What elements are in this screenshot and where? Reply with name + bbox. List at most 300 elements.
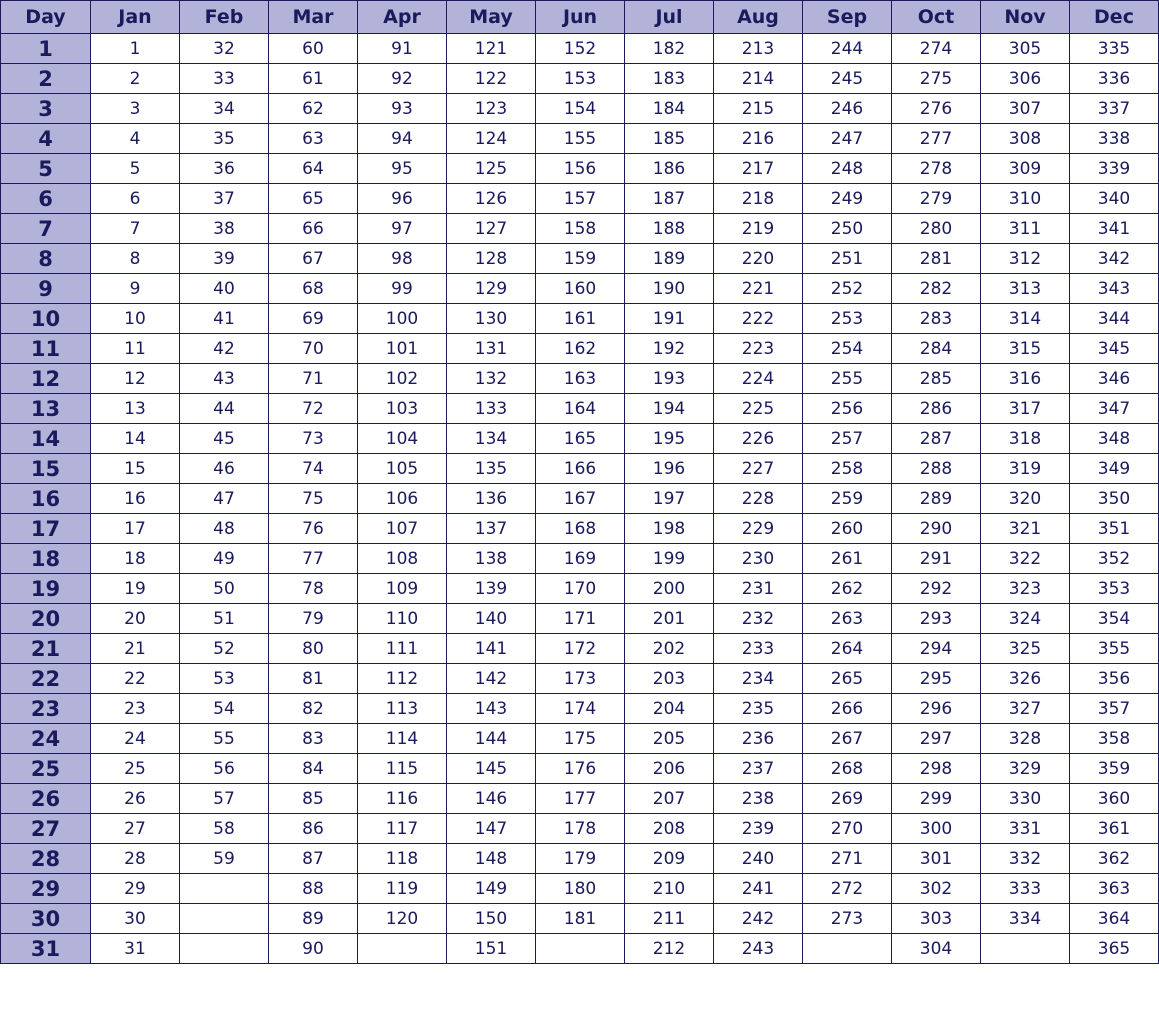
day-of-year-cell: 262 — [803, 574, 892, 604]
day-number-cell: 11 — [1, 334, 91, 364]
day-of-year-cell: 74 — [269, 454, 358, 484]
day-of-year-cell: 243 — [714, 934, 803, 964]
table-row — [1, 604, 1159, 634]
day-of-year-cell: 206 — [625, 754, 714, 784]
day-of-year-cell — [981, 934, 1070, 964]
day-of-year-cell: 201 — [625, 604, 714, 634]
day-of-year-cell: 166 — [536, 454, 625, 484]
day-of-year-cell: 248 — [803, 154, 892, 184]
day-of-year-cell: 335 — [1070, 34, 1159, 64]
day-of-year-cell: 199 — [625, 544, 714, 574]
header-month: Sep — [803, 1, 892, 34]
table-row — [1, 544, 1159, 574]
day-of-year-cell: 346 — [1070, 364, 1159, 394]
day-of-year-cell: 209 — [625, 844, 714, 874]
table-row — [1, 784, 1159, 814]
day-of-year-cell: 117 — [358, 814, 447, 844]
day-of-year-cell: 177 — [536, 784, 625, 814]
day-of-year-cell: 29 — [91, 874, 180, 904]
day-of-year-cell: 272 — [803, 874, 892, 904]
day-of-year-cell: 322 — [981, 544, 1070, 574]
day-of-year-cell: 1 — [91, 34, 180, 64]
day-of-year-cell: 150 — [447, 904, 536, 934]
day-number-cell: 18 — [1, 544, 91, 574]
day-of-year-cell: 316 — [981, 364, 1070, 394]
header-month: Oct — [892, 1, 981, 34]
day-of-year-cell: 234 — [714, 664, 803, 694]
day-of-year-cell: 169 — [536, 544, 625, 574]
day-of-year-cell: 113 — [358, 694, 447, 724]
day-number-cell: 19 — [1, 574, 91, 604]
day-of-year-cell: 211 — [625, 904, 714, 934]
day-of-year-cell: 208 — [625, 814, 714, 844]
day-of-year-cell: 148 — [447, 844, 536, 874]
day-of-year-cell: 71 — [269, 364, 358, 394]
day-of-year-cell: 281 — [892, 244, 981, 274]
day-of-year-cell: 44 — [180, 394, 269, 424]
day-of-year-cell: 97 — [358, 214, 447, 244]
day-of-year-cell: 283 — [892, 304, 981, 334]
header-month: Nov — [981, 1, 1070, 34]
table-row — [1, 154, 1159, 184]
day-of-year-cell: 233 — [714, 634, 803, 664]
day-of-year-cell: 54 — [180, 694, 269, 724]
day-of-year-cell: 178 — [536, 814, 625, 844]
day-of-year-cell: 285 — [892, 364, 981, 394]
day-number-cell: 5 — [1, 154, 91, 184]
day-of-year-cell: 41 — [180, 304, 269, 334]
day-number-cell: 14 — [1, 424, 91, 454]
day-of-year-cell: 20 — [91, 604, 180, 634]
day-number-cell: 24 — [1, 724, 91, 754]
day-of-year-cell: 355 — [1070, 634, 1159, 664]
day-of-year-cell: 115 — [358, 754, 447, 784]
day-of-year-cell: 55 — [180, 724, 269, 754]
day-of-year-cell: 143 — [447, 694, 536, 724]
day-number-cell: 31 — [1, 934, 91, 964]
day-of-year-cell: 31 — [91, 934, 180, 964]
day-number-cell: 28 — [1, 844, 91, 874]
day-of-year-cell: 334 — [981, 904, 1070, 934]
day-of-year-cell: 195 — [625, 424, 714, 454]
day-of-year-cell: 132 — [447, 364, 536, 394]
day-of-year-cell: 183 — [625, 64, 714, 94]
day-of-year-cell: 144 — [447, 724, 536, 754]
day-of-year-cell: 353 — [1070, 574, 1159, 604]
day-number-cell: 17 — [1, 514, 91, 544]
day-of-year-cell: 354 — [1070, 604, 1159, 634]
day-of-year-cell: 173 — [536, 664, 625, 694]
day-of-year-cell: 147 — [447, 814, 536, 844]
day-of-year-cell: 315 — [981, 334, 1070, 364]
day-of-year-cell: 131 — [447, 334, 536, 364]
day-of-year-cell: 111 — [358, 634, 447, 664]
day-number-cell: 8 — [1, 244, 91, 274]
day-of-year-cell: 259 — [803, 484, 892, 514]
day-of-year-cell: 189 — [625, 244, 714, 274]
day-of-year-cell: 347 — [1070, 394, 1159, 424]
header-month: Jun — [536, 1, 625, 34]
day-number-cell: 26 — [1, 784, 91, 814]
day-of-year-cell: 51 — [180, 604, 269, 634]
day-of-year-cell: 108 — [358, 544, 447, 574]
day-of-year-cell: 72 — [269, 394, 358, 424]
day-of-year-cell: 241 — [714, 874, 803, 904]
day-of-year-cell: 89 — [269, 904, 358, 934]
day-of-year-cell: 216 — [714, 124, 803, 154]
day-of-year-cell: 91 — [358, 34, 447, 64]
day-of-year-cell: 93 — [358, 94, 447, 124]
day-of-year-cell: 59 — [180, 844, 269, 874]
day-of-year-cell: 49 — [180, 544, 269, 574]
day-of-year-cell: 112 — [358, 664, 447, 694]
day-of-year-cell: 61 — [269, 64, 358, 94]
day-of-year-cell: 308 — [981, 124, 1070, 154]
day-of-year-cell: 43 — [180, 364, 269, 394]
day-of-year-cell — [180, 874, 269, 904]
header-month: Feb — [180, 1, 269, 34]
day-of-year-cell: 90 — [269, 934, 358, 964]
day-number-cell: 3 — [1, 94, 91, 124]
day-of-year-cell: 84 — [269, 754, 358, 784]
day-number-cell: 9 — [1, 274, 91, 304]
day-of-year-cell: 70 — [269, 334, 358, 364]
day-of-year-cell: 310 — [981, 184, 1070, 214]
day-of-year-cell: 324 — [981, 604, 1070, 634]
day-of-year-cell: 280 — [892, 214, 981, 244]
day-of-year-cell: 69 — [269, 304, 358, 334]
table-row — [1, 334, 1159, 364]
day-of-year-cell: 350 — [1070, 484, 1159, 514]
day-of-year-cell: 275 — [892, 64, 981, 94]
day-number-cell: 4 — [1, 124, 91, 154]
day-of-year-cell: 337 — [1070, 94, 1159, 124]
day-of-year-cell: 287 — [892, 424, 981, 454]
day-of-year-cell — [180, 904, 269, 934]
day-of-year-cell: 220 — [714, 244, 803, 274]
day-of-year-cell: 188 — [625, 214, 714, 244]
day-of-year-cell: 260 — [803, 514, 892, 544]
day-of-year-cell: 319 — [981, 454, 1070, 484]
day-of-year-cell: 276 — [892, 94, 981, 124]
day-of-year-cell: 217 — [714, 154, 803, 184]
day-of-year-cell: 242 — [714, 904, 803, 934]
day-of-year-cell: 53 — [180, 664, 269, 694]
day-of-year-cell: 278 — [892, 154, 981, 184]
day-of-year-cell: 161 — [536, 304, 625, 334]
day-of-year-cell: 277 — [892, 124, 981, 154]
day-of-year-cell: 100 — [358, 304, 447, 334]
day-of-year-cell: 207 — [625, 784, 714, 814]
day-of-year-cell: 151 — [447, 934, 536, 964]
day-of-year-cell: 154 — [536, 94, 625, 124]
day-of-year-cell: 63 — [269, 124, 358, 154]
day-of-year-cell: 146 — [447, 784, 536, 814]
day-of-year-cell: 16 — [91, 484, 180, 514]
day-of-year-cell: 219 — [714, 214, 803, 244]
day-of-year-cell: 52 — [180, 634, 269, 664]
day-of-year-cell: 227 — [714, 454, 803, 484]
day-of-year-cell: 26 — [91, 784, 180, 814]
day-of-year-cell: 237 — [714, 754, 803, 784]
day-of-year-cell: 203 — [625, 664, 714, 694]
day-of-year-cell: 45 — [180, 424, 269, 454]
day-of-year-cell: 17 — [91, 514, 180, 544]
day-of-year-cell: 348 — [1070, 424, 1159, 454]
day-of-year-cell: 230 — [714, 544, 803, 574]
day-of-year-cell: 23 — [91, 694, 180, 724]
day-number-cell: 21 — [1, 634, 91, 664]
day-of-year-cell: 66 — [269, 214, 358, 244]
day-of-year-cell: 225 — [714, 394, 803, 424]
day-of-year-cell: 156 — [536, 154, 625, 184]
day-of-year-cell: 56 — [180, 754, 269, 784]
day-of-year-cell: 325 — [981, 634, 1070, 664]
day-of-year-cell: 246 — [803, 94, 892, 124]
day-of-year-cell: 286 — [892, 394, 981, 424]
day-of-year-cell — [536, 934, 625, 964]
day-of-year-cell: 313 — [981, 274, 1070, 304]
day-of-year-cell: 291 — [892, 544, 981, 574]
day-of-year-cell: 311 — [981, 214, 1070, 244]
day-of-year-cell: 301 — [892, 844, 981, 874]
day-of-year-cell: 2 — [91, 64, 180, 94]
day-of-year-cell: 363 — [1070, 874, 1159, 904]
table-row — [1, 124, 1159, 154]
day-of-year-cell: 228 — [714, 484, 803, 514]
day-of-year-cell: 85 — [269, 784, 358, 814]
day-of-year-cell: 80 — [269, 634, 358, 664]
day-of-year-cell: 304 — [892, 934, 981, 964]
day-of-year-cell: 192 — [625, 334, 714, 364]
day-of-year-cell: 57 — [180, 784, 269, 814]
day-of-year-cell: 298 — [892, 754, 981, 784]
table-row — [1, 244, 1159, 274]
day-of-year-cell: 39 — [180, 244, 269, 274]
day-of-year-cell: 218 — [714, 184, 803, 214]
day-of-year-cell: 210 — [625, 874, 714, 904]
day-of-year-cell: 292 — [892, 574, 981, 604]
day-of-year-cell: 289 — [892, 484, 981, 514]
day-of-year-cell: 300 — [892, 814, 981, 844]
table-row — [1, 214, 1159, 244]
header-month: Jul — [625, 1, 714, 34]
day-of-year-cell: 77 — [269, 544, 358, 574]
day-of-year-cell: 15 — [91, 454, 180, 484]
day-of-year-cell: 221 — [714, 274, 803, 304]
day-of-year-cell: 196 — [625, 454, 714, 484]
day-of-year-cell: 164 — [536, 394, 625, 424]
day-of-year-cell: 205 — [625, 724, 714, 754]
day-of-year-cell: 65 — [269, 184, 358, 214]
day-of-year-cell: 75 — [269, 484, 358, 514]
day-number-cell: 6 — [1, 184, 91, 214]
day-of-year-cell: 204 — [625, 694, 714, 724]
day-of-year-cell: 18 — [91, 544, 180, 574]
day-number-cell: 23 — [1, 694, 91, 724]
header-row — [1, 1, 1159, 34]
day-of-year-cell — [358, 934, 447, 964]
day-of-year-cell: 35 — [180, 124, 269, 154]
day-of-year-cell: 254 — [803, 334, 892, 364]
day-of-year-cell: 163 — [536, 364, 625, 394]
day-of-year-cell: 323 — [981, 574, 1070, 604]
day-of-year-cell: 338 — [1070, 124, 1159, 154]
day-of-year-cell: 171 — [536, 604, 625, 634]
day-of-year-cell: 33 — [180, 64, 269, 94]
table-row — [1, 634, 1159, 664]
day-number-cell: 10 — [1, 304, 91, 334]
day-of-year-cell: 331 — [981, 814, 1070, 844]
day-of-year-cell: 357 — [1070, 694, 1159, 724]
day-of-year-cell: 24 — [91, 724, 180, 754]
day-of-year-cell: 294 — [892, 634, 981, 664]
day-of-year-cell: 247 — [803, 124, 892, 154]
day-of-year-cell: 118 — [358, 844, 447, 874]
day-of-year-cell: 36 — [180, 154, 269, 184]
day-of-year-cell: 274 — [892, 34, 981, 64]
day-of-year-cell: 60 — [269, 34, 358, 64]
day-of-year-cell: 267 — [803, 724, 892, 754]
day-of-year-cell: 320 — [981, 484, 1070, 514]
day-of-year-cell: 312 — [981, 244, 1070, 274]
day-of-year-cell: 133 — [447, 394, 536, 424]
day-of-year-cell: 128 — [447, 244, 536, 274]
day-of-year-cell: 297 — [892, 724, 981, 754]
day-of-year-cell: 202 — [625, 634, 714, 664]
day-of-year-cell: 152 — [536, 34, 625, 64]
day-of-year-cell: 251 — [803, 244, 892, 274]
day-of-year-cell: 184 — [625, 94, 714, 124]
day-of-year-cell: 263 — [803, 604, 892, 634]
day-of-year-cell: 62 — [269, 94, 358, 124]
day-of-year-cell: 30 — [91, 904, 180, 934]
day-of-year-cell: 4 — [91, 124, 180, 154]
table-body — [1, 34, 1159, 964]
day-number-cell: 29 — [1, 874, 91, 904]
header-month: Apr — [358, 1, 447, 34]
day-of-year-cell: 83 — [269, 724, 358, 754]
table-row — [1, 184, 1159, 214]
day-number-cell: 15 — [1, 454, 91, 484]
day-of-year-cell: 162 — [536, 334, 625, 364]
day-of-year-cell: 165 — [536, 424, 625, 454]
day-of-year-cell: 317 — [981, 394, 1070, 424]
table-row — [1, 814, 1159, 844]
day-of-year-cell: 185 — [625, 124, 714, 154]
day-of-year-cell: 116 — [358, 784, 447, 814]
day-of-year-cell: 19 — [91, 574, 180, 604]
day-of-year-cell: 96 — [358, 184, 447, 214]
day-of-year-cell: 193 — [625, 364, 714, 394]
day-of-year-cell: 153 — [536, 64, 625, 94]
day-of-year-cell — [180, 934, 269, 964]
day-of-year-cell: 48 — [180, 514, 269, 544]
day-of-year-cell: 214 — [714, 64, 803, 94]
day-of-year-cell: 344 — [1070, 304, 1159, 334]
day-of-year-cell: 333 — [981, 874, 1070, 904]
day-of-year-cell: 257 — [803, 424, 892, 454]
day-of-year-cell: 170 — [536, 574, 625, 604]
day-of-year-cell: 352 — [1070, 544, 1159, 574]
day-of-year-cell: 78 — [269, 574, 358, 604]
day-of-year-cell: 238 — [714, 784, 803, 814]
day-of-year-cell: 249 — [803, 184, 892, 214]
day-of-year-cell: 341 — [1070, 214, 1159, 244]
day-of-year-cell: 271 — [803, 844, 892, 874]
day-of-year-cell: 95 — [358, 154, 447, 184]
day-of-year-cell: 40 — [180, 274, 269, 304]
day-of-year-cell: 253 — [803, 304, 892, 334]
day-of-year-cell: 330 — [981, 784, 1070, 814]
day-of-year-cell: 351 — [1070, 514, 1159, 544]
day-number-cell: 13 — [1, 394, 91, 424]
day-of-year-cell: 261 — [803, 544, 892, 574]
day-of-year-cell: 255 — [803, 364, 892, 394]
table-row — [1, 304, 1159, 334]
day-of-year-cell: 345 — [1070, 334, 1159, 364]
day-of-year-cell: 359 — [1070, 754, 1159, 784]
day-of-year-cell: 252 — [803, 274, 892, 304]
day-of-year-cell: 87 — [269, 844, 358, 874]
day-of-year-cell: 265 — [803, 664, 892, 694]
day-of-year-cell: 88 — [269, 874, 358, 904]
day-of-year-cell: 321 — [981, 514, 1070, 544]
day-of-year-cell: 318 — [981, 424, 1070, 454]
day-of-year-cell: 270 — [803, 814, 892, 844]
table-row — [1, 454, 1159, 484]
day-of-year-cell: 269 — [803, 784, 892, 814]
day-of-year-cell: 229 — [714, 514, 803, 544]
day-of-year-cell: 327 — [981, 694, 1070, 724]
day-of-year-cell: 194 — [625, 394, 714, 424]
day-of-year-cell: 136 — [447, 484, 536, 514]
day-of-year-cell: 299 — [892, 784, 981, 814]
day-of-year-cell: 102 — [358, 364, 447, 394]
day-of-year-cell: 105 — [358, 454, 447, 484]
day-of-year-cell: 6 — [91, 184, 180, 214]
table-header — [1, 1, 1159, 34]
day-of-year-cell: 7 — [91, 214, 180, 244]
day-of-year-cell: 239 — [714, 814, 803, 844]
day-of-year-cell: 360 — [1070, 784, 1159, 814]
day-of-year-cell: 343 — [1070, 274, 1159, 304]
day-of-year-cell: 290 — [892, 514, 981, 544]
table-row — [1, 424, 1159, 454]
day-of-year-cell: 293 — [892, 604, 981, 634]
day-of-year-cell: 58 — [180, 814, 269, 844]
day-of-year-cell: 37 — [180, 184, 269, 214]
day-of-year-cell: 236 — [714, 724, 803, 754]
day-of-year-cell: 149 — [447, 874, 536, 904]
day-of-year-cell: 86 — [269, 814, 358, 844]
day-of-year-cell: 125 — [447, 154, 536, 184]
table-row — [1, 724, 1159, 754]
day-number-cell: 22 — [1, 664, 91, 694]
day-of-year-cell: 92 — [358, 64, 447, 94]
day-of-year-cell: 101 — [358, 334, 447, 364]
table-row — [1, 34, 1159, 64]
day-of-year-cell: 250 — [803, 214, 892, 244]
day-number-cell: 16 — [1, 484, 91, 514]
day-of-year-cell: 38 — [180, 214, 269, 244]
table-row — [1, 64, 1159, 94]
day-of-year-cell: 309 — [981, 154, 1070, 184]
day-of-year-cell: 224 — [714, 364, 803, 394]
day-of-year-cell: 3 — [91, 94, 180, 124]
day-of-year-cell: 76 — [269, 514, 358, 544]
day-of-year-cell: 358 — [1070, 724, 1159, 754]
